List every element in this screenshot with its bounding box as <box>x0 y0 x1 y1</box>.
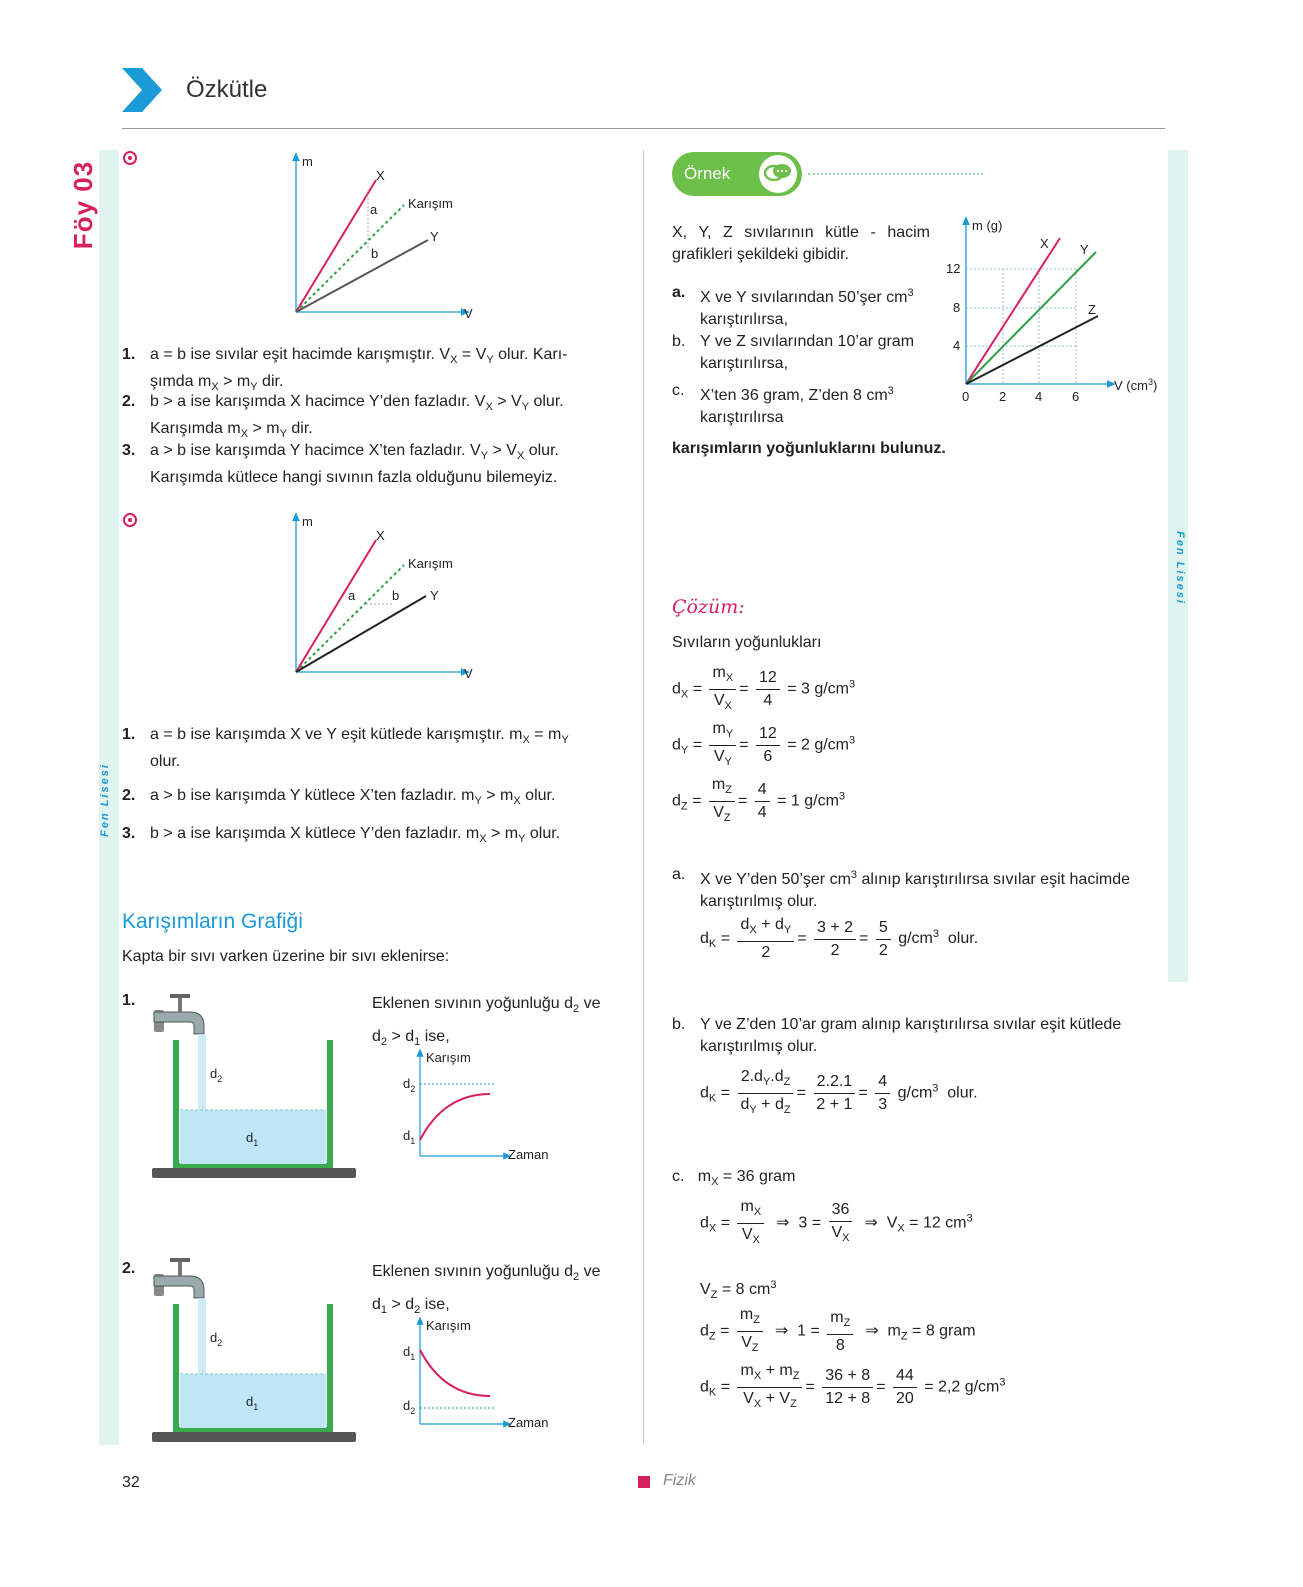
badge-dotted-line <box>808 173 983 175</box>
equation-c3: $d_K$ = $\frac{m_X + m_Z}{V_X + V_Z}$ = $\frac{36 + 8}{12 + 8}$ = $\frac{44}{20}$ = 2,2 $g/cm^3$ <box>700 1362 1006 1410</box>
density-time-graph-falling <box>400 1314 570 1434</box>
svg-text:V (cm3): V $(cm^3)$ <box>1114 377 1158 393</box>
svg-text:d2: $d_2$ <box>210 1066 223 1084</box>
mix-graph-volume <box>280 150 480 325</box>
svg-text:a: a <box>348 588 356 603</box>
page-number: 32 <box>122 1474 140 1491</box>
svg-text:0: 0 <box>962 389 970 404</box>
equation-dk-a: $d_K$ = $\frac{d_X + d_Y}{2}$ = $\frac{3 + 2}{2}$ = $\frac{5}{2}$ $g/cm^3$ olur. <box>700 916 979 961</box>
svg-text:4: 4 <box>1035 389 1043 404</box>
axis-m: m <box>302 154 313 169</box>
speech-bubble-icon <box>758 154 798 194</box>
section-title: Karışımların Grafiği <box>122 910 303 933</box>
footer-square-icon <box>638 1476 650 1488</box>
list-item: 1. a = b ise sıvılar eşit hacimde karışmıştır. $V_X = V_Y$ olur. Karı- şımda $m_X > m_Y$ dir. <box>122 346 568 393</box>
list-item: 1. a = b ise karışımda X ve Y eşit kütlede karışmıştır. $m_X = m_Y$ olur. <box>122 726 569 770</box>
list-item: 3. a > b ise karışımda Y hacimce X’ten fazladır. $V_Y > V_X$ olur. Karışımda kütlece hangi sıvının fazla olduğunu bilemeyiz. <box>122 442 559 486</box>
svg-text:4: 4 <box>953 338 961 353</box>
equation-dk-b: $d_K$ = $\frac{2.d_Y.d_Z}{d_Y + d_Z}$ = $\frac{2.2.1}{2 + 1}$ = $\frac{4}{3}$ $g/cm^3$ olur. <box>700 1068 978 1116</box>
svg-text:d2: $d_2$ <box>403 1076 416 1094</box>
svg-text:d1: $d_1$ <box>246 1130 259 1148</box>
list-volume-cases <box>122 344 622 489</box>
tap-container-illustration <box>150 1254 360 1448</box>
equation-dz: $d_Z$ = $\frac{m_Z}{V_Z}$ = $\frac{4}{4}$ = 1 $g/cm^3$ <box>672 776 846 824</box>
example-intro: X, Y, Z sıvılarının kütle - hacim grafikleri şekildeki gibidir. <box>672 224 930 263</box>
svg-text:d1: $d_1$ <box>246 1394 259 1412</box>
example-question: karışımların yoğunluklarını bulunuz. <box>672 440 946 457</box>
line-y <box>296 240 428 312</box>
svg-text:8: 8 <box>953 300 961 315</box>
equation-dx: $d_X$ = $\frac{m_X}{V_X}$ = $\frac{12}{4}$ = 3 $g/cm^3$ <box>672 664 856 712</box>
list-item: 3. b > a ise karışımda X kütlece Y’den fazladır. $m_X > m_Y$ olur. <box>122 825 561 845</box>
svg-text:6: 6 <box>1072 389 1080 404</box>
svg-text:m: m <box>302 514 313 529</box>
solution-title: Çözüm: <box>672 596 745 618</box>
svg-text:d2: $d_2$ <box>210 1330 223 1348</box>
list-item: b. Y ve Z sıvılarından 10’ar gram karıştırılırsa, <box>672 333 915 372</box>
axis-v: V <box>464 306 473 321</box>
side-tab <box>64 150 102 260</box>
svg-text:Karışım: Karışım <box>408 556 453 571</box>
curve <box>420 1350 490 1396</box>
svg-text:X: X <box>1040 236 1049 251</box>
page-title: Özkütle <box>186 76 268 103</box>
line-z <box>966 316 1098 384</box>
solution-lead: Sıvıların yoğunlukları <box>672 634 822 651</box>
mass-volume-graph <box>940 212 1165 407</box>
svg-text:b: b <box>392 588 400 603</box>
footer-subject: Fizik <box>663 1472 696 1489</box>
svg-text:Karışım: Karışım <box>426 1050 471 1065</box>
case1-text: Eklenen sıvının yoğunluğu $d_2$ ve $d_2 > d_1$ ise, <box>372 995 601 1048</box>
list-item: 2. a > b ise karışımda Y kütlece X’ten fazladır. $m_Y > m_X$ olur. <box>122 787 556 807</box>
target-bullet-icon <box>122 150 138 166</box>
svg-text:Karışım: Karışım <box>426 1318 471 1333</box>
svg-text:Y: Y <box>430 588 439 603</box>
tap-container-illustration <box>150 990 360 1184</box>
section-intro: Kapta bir sıvı varken üzerine bir sıvı eklenirse: <box>122 948 450 965</box>
label-x: X <box>376 168 385 183</box>
side-tab-label: Föy 03 <box>68 160 98 250</box>
list-mass-cases <box>122 724 622 850</box>
label-b: b <box>371 246 379 261</box>
case-number: 1. <box>122 992 136 1009</box>
svg-text:Z: Z <box>1088 302 1096 317</box>
equation-c2: $d_Z$ = $\frac{m_Z}{V_Z}$ ⇒ 1 = $\frac{m_Z}{8}$ ⇒ $m_Z = 8$ gram <box>700 1306 976 1354</box>
svg-text:12: 12 <box>946 261 961 276</box>
side-text-right: Fen Lisesi <box>1174 531 1186 605</box>
svg-text:d2: $d_2$ <box>403 1398 416 1416</box>
label-y: Y <box>430 229 439 244</box>
case2-text: Eklenen sıvının yoğunluğu $d_2$ ve $d_1 > d_2$ ise, <box>372 1263 601 1316</box>
example-badge <box>672 152 802 196</box>
example-badge-label: Örnek <box>684 164 731 183</box>
solution-part-b: b. Y ve Z’den 10’ar gram alınıp karıştırılırsa sıvılar eşit kütlede karıştırılmış olur. <box>672 1016 1122 1055</box>
line-x <box>296 540 376 672</box>
example-parts <box>672 282 932 429</box>
equation-c1: $d_X$ = $\frac{m_X}{V_X}$ ⇒ 3 = $\frac{36}{V_X}$ ⇒ $V_X = 12$ $cm^3$ <box>700 1198 973 1246</box>
mix-graph-mass <box>280 510 480 685</box>
svg-text:Zaman: Zaman <box>508 1147 549 1162</box>
equation-dy: $d_Y$ = $\frac{m_Y}{V_Y}$ = $\frac{12}{6}$ = 2 $g/cm^3$ <box>672 720 856 768</box>
chevron-logo-icon <box>122 68 164 112</box>
density-time-graph-rising <box>400 1046 570 1166</box>
svg-text:d1: $d_1$ <box>403 1128 416 1146</box>
label-mix: Karışım <box>408 196 453 211</box>
case-number: 2. <box>122 1260 136 1277</box>
svg-text:m (g): m (g) <box>972 218 1003 233</box>
vz-line: $V_Z = 8$ $cm^3$ <box>700 1279 777 1301</box>
svg-text:d1: $d_1$ <box>403 1344 416 1362</box>
svg-text:Y: Y <box>1080 242 1089 257</box>
side-text-left: Fen Lisesi <box>99 763 111 837</box>
solution-part-a: a. X ve Y’den 50’şer $cm^3$ alınıp karıştırılırsa sıvılar eşit hacimde karıştırılmış olur. <box>672 866 1130 910</box>
svg-text:V: V <box>464 666 473 681</box>
line-x <box>296 180 379 312</box>
column-divider <box>643 150 644 1445</box>
line-x <box>966 238 1060 384</box>
label-a: a <box>370 202 378 217</box>
svg-text:X: X <box>376 528 385 543</box>
svg-text:Zaman: Zaman <box>508 1415 549 1430</box>
list-item: 2. b > a ise karışımda X hacimce Y’den fazladır. $V_X > V_Y$ olur. Karışımda $m_X > m_Y$ dir. <box>122 393 564 440</box>
list-item: a. X ve Y sıvılarından 50’şer $cm^3$ karıştırılırsa, <box>672 284 914 328</box>
solution-part-c: c. $m_X = 36$ gram <box>672 1168 796 1188</box>
target-bullet-icon <box>122 512 138 528</box>
curve <box>420 1094 490 1140</box>
header-divider <box>122 128 1165 129</box>
list-item: c. X’ten 36 gram, Z’den 8 $cm^3$ karıştırılırsa <box>672 382 894 426</box>
svg-text:2: 2 <box>999 389 1007 404</box>
